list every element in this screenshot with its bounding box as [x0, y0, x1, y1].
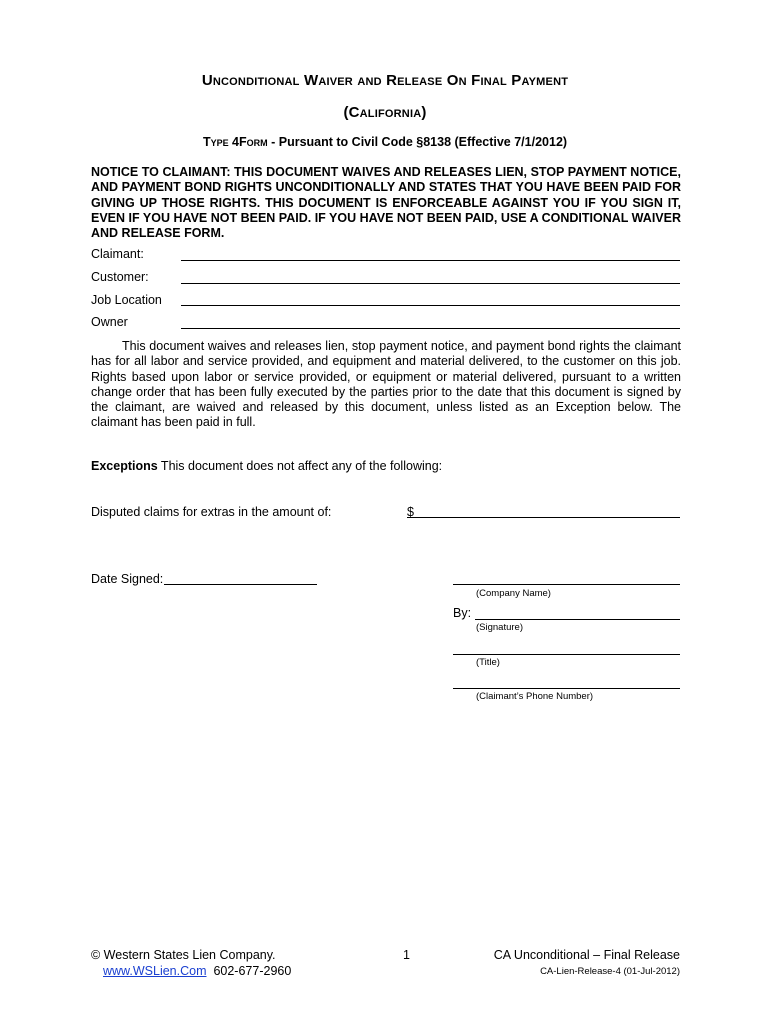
waiver-body-text: This document waives and releases lien, stop payment notice, and payment bond rights the claimant has for all labor and service provided, and equipment and material delivered, to the customer on this job. Rights based upon labor or service provided, or equipment or material delivered, pursuant to a written change order that has been fully executed by the parties prior to the date that this document is signed by the claimant, are waived and released by this document, unless listed as an Exception below. The claimant has been paid in full.	[91, 339, 681, 430]
form-type-statute: - Pursuant to Civil Code §8138 (Effective 7/1/2012)	[267, 135, 568, 149]
form-type-label: Type 4Form	[202, 135, 268, 149]
date-signed-field[interactable]	[164, 584, 317, 585]
footer-form-code: CA-Lien-Release-4 (01-Jul-2012)	[540, 966, 680, 977]
currency-symbol: $	[407, 505, 414, 519]
owner-label: Owner	[91, 315, 128, 329]
claimant-field[interactable]	[181, 260, 680, 261]
customer-field[interactable]	[181, 283, 680, 284]
signature-field[interactable]	[475, 619, 680, 620]
disputed-amount-field[interactable]	[407, 517, 680, 518]
job-location-label: Job Location	[91, 293, 162, 307]
footer-copyright: © Western States Lien Company.	[91, 948, 276, 962]
title-caption: (Title)	[476, 657, 500, 668]
title-field[interactable]	[453, 654, 680, 655]
document-subtitle-state: (California)	[343, 104, 427, 121]
signature-caption: (Signature)	[476, 622, 523, 633]
company-name-field[interactable]	[453, 584, 680, 585]
owner-field[interactable]	[181, 328, 680, 329]
phone-caption: (Claimant’s Phone Number)	[476, 691, 594, 702]
company-name-caption: (Company Name)	[476, 588, 551, 599]
claimant-label: Claimant:	[91, 247, 144, 261]
website-link[interactable]: www.WSLien.Com	[103, 964, 207, 978]
footer-phone: 602-677-2960	[213, 964, 292, 978]
exceptions-text: This document does not affect any of the following:	[157, 459, 443, 473]
exceptions-label: Exceptions	[91, 459, 158, 473]
waiver-body-paragraph	[91, 339, 681, 431]
exceptions-line	[91, 459, 442, 473]
phone-field[interactable]	[453, 688, 680, 689]
job-location-field[interactable]	[181, 305, 680, 306]
footer-contact	[103, 964, 291, 978]
footer-form-name: CA Unconditional – Final Release	[493, 948, 680, 962]
page-number: 1	[403, 948, 410, 962]
notice-to-claimant: NOTICE TO CLAIMANT: THIS DOCUMENT WAIVES AND RELEASES LIEN, STOP PAYMENT NOTICE, AND PAYMENT BOND RIGHTS UNCONDITIONALLY AND STATES THAT YOU HAVE BEEN PAID FOR GIVING UP THOSE RIGHTS. THIS DOCUMENT IS ENFORCEABLE AGAINST YOU IF YOU SIGN IT, EVEN IF YOU HAVE NOT BEEN PAID. IF YOU HAVE NOT BEEN PAID, USE A CONDITIONAL WAIVER AND RELEASE FORM.	[91, 165, 681, 241]
document-title: Unconditional Waiver and Release On Final Payment	[201, 72, 569, 89]
customer-label: Customer:	[91, 270, 149, 284]
disputed-claims-label: Disputed claims for extras in the amount of:	[91, 505, 332, 519]
form-type-line	[0, 135, 770, 149]
date-signed-label: Date Signed:	[91, 572, 164, 586]
by-label: By:	[453, 606, 472, 620]
